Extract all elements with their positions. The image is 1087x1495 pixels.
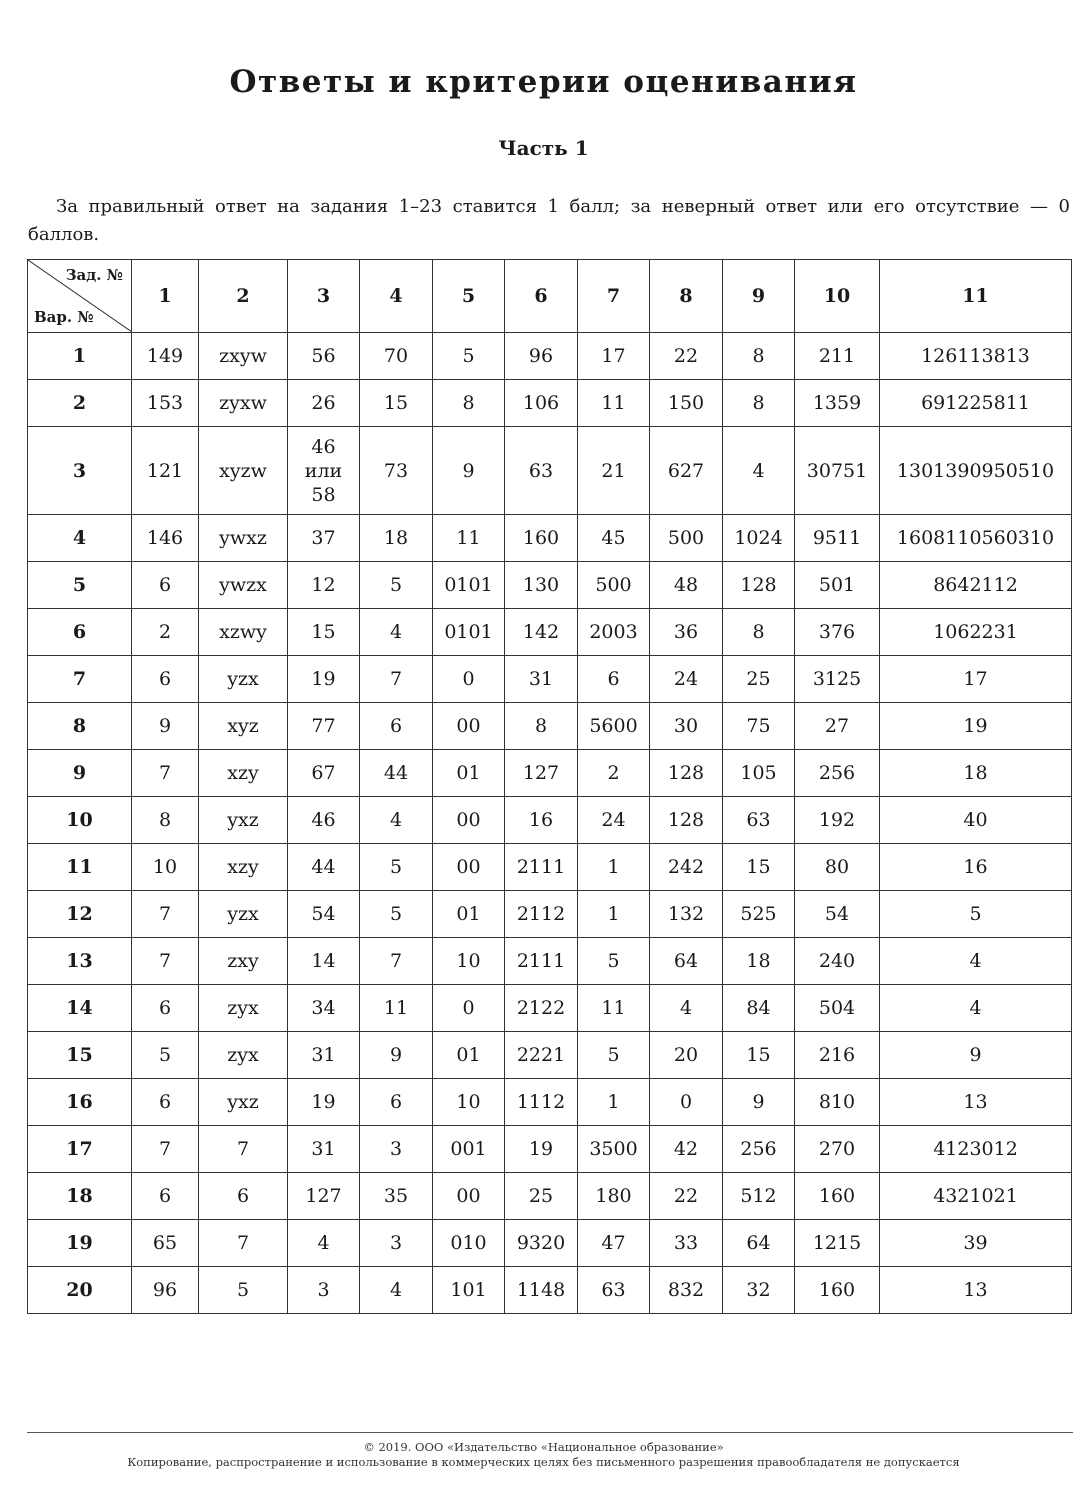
answer-cell: 6 <box>132 985 199 1032</box>
answer-cell: 4 <box>288 1220 360 1267</box>
answer-cell: yzx <box>199 656 288 703</box>
answer-cell: 2111 <box>505 844 578 891</box>
answer-cell: 1215 <box>795 1220 880 1267</box>
answer-cell: 1062231 <box>880 609 1072 656</box>
task-column-header: 9 <box>723 260 795 333</box>
task-column-header: 3 <box>288 260 360 333</box>
answer-cell: 10 <box>132 844 199 891</box>
answer-cell: 63 <box>505 427 578 515</box>
answer-cell: 40 <box>880 797 1072 844</box>
answer-cell: 5 <box>360 562 433 609</box>
answer-cell: 34 <box>288 985 360 1032</box>
answer-cell: 500 <box>650 515 723 562</box>
answer-cell: 0101 <box>433 609 505 656</box>
answer-cell: 6 <box>199 1173 288 1220</box>
answer-cell: 5600 <box>578 703 650 750</box>
answer-cell: 7 <box>132 750 199 797</box>
answer-cell: 24 <box>650 656 723 703</box>
answer-cell: 128 <box>650 797 723 844</box>
answer-cell: 5 <box>578 1032 650 1079</box>
answer-cell: 3500 <box>578 1126 650 1173</box>
answer-cell: 9 <box>880 1032 1072 1079</box>
answer-cell: 132 <box>650 891 723 938</box>
variant-number-cell: 13 <box>28 938 132 985</box>
table-row <box>28 1173 1072 1220</box>
answer-cell: 627 <box>650 427 723 515</box>
table-row <box>28 985 1072 1032</box>
table-row <box>28 797 1072 844</box>
answer-cell: xzy <box>199 844 288 891</box>
task-number-label: Зад. № <box>65 266 123 284</box>
answer-cell: 9 <box>360 1032 433 1079</box>
answer-cell: 121 <box>132 427 199 515</box>
answer-cell: xyz <box>199 703 288 750</box>
answer-cell: 127 <box>505 750 578 797</box>
answer-cell: 153 <box>132 380 199 427</box>
variant-number-cell: 19 <box>28 1220 132 1267</box>
answer-cell: 105 <box>723 750 795 797</box>
answer-cell: zxyw <box>199 333 288 380</box>
answer-cell: 6 <box>578 656 650 703</box>
answer-cell: 18 <box>880 750 1072 797</box>
answer-cell: 10 <box>433 938 505 985</box>
answer-cell: 17 <box>578 333 650 380</box>
answer-cell: 15 <box>288 609 360 656</box>
task-column-header: 10 <box>795 260 880 333</box>
variant-number-label: Вар. № <box>34 308 94 326</box>
answer-cell: 2 <box>578 750 650 797</box>
answer-cell: 63 <box>578 1267 650 1314</box>
answer-cell: 14 <box>288 938 360 985</box>
answer-cell: 01 <box>433 1032 505 1079</box>
variant-number-cell: 18 <box>28 1173 132 1220</box>
answer-cell: 1024 <box>723 515 795 562</box>
answer-cell: xzy <box>199 750 288 797</box>
answer-cell: yxz <box>199 1079 288 1126</box>
answer-cell: 64 <box>650 938 723 985</box>
scoring-instructions: За правильный ответ на задания 1–23 ставится 1 балл; за неверный ответ или его отсутствие — 0 баллов. <box>28 196 1070 245</box>
answer-cell: 46 или 58 <box>288 427 360 515</box>
variant-number-cell: 11 <box>28 844 132 891</box>
answer-cell: 5 <box>578 938 650 985</box>
variant-number-cell: 3 <box>28 427 132 515</box>
answer-cell: yzx <box>199 891 288 938</box>
answer-cell: 149 <box>132 333 199 380</box>
answer-cell: 0101 <box>433 562 505 609</box>
answer-cell: 96 <box>132 1267 199 1314</box>
answer-cell: 27 <box>795 703 880 750</box>
answer-cell: 19 <box>288 1079 360 1126</box>
answer-cell: 2221 <box>505 1032 578 1079</box>
answer-cell: 15 <box>360 380 433 427</box>
variant-number-cell: 6 <box>28 609 132 656</box>
answer-cell: 9 <box>433 427 505 515</box>
answer-cell: 504 <box>795 985 880 1032</box>
variant-number-cell: 16 <box>28 1079 132 1126</box>
answer-cell: 11 <box>578 985 650 1032</box>
answer-cell: 6 <box>360 703 433 750</box>
task-column-header: 4 <box>360 260 433 333</box>
answer-cell: 5 <box>360 844 433 891</box>
answer-cell: 12 <box>288 562 360 609</box>
answer-cell: 21 <box>578 427 650 515</box>
answer-cell: 8 <box>723 333 795 380</box>
answer-cell: 1112 <box>505 1079 578 1126</box>
answer-cell: 6 <box>132 562 199 609</box>
answer-cell: 376 <box>795 609 880 656</box>
task-column-header: 11 <box>880 260 1072 333</box>
answer-cell: 47 <box>578 1220 650 1267</box>
answer-cell: 31 <box>288 1032 360 1079</box>
answer-cell: 4 <box>650 985 723 1032</box>
answer-cell: 37 <box>288 515 360 562</box>
answer-cell: 4 <box>360 1267 433 1314</box>
answer-cell: zyx <box>199 1032 288 1079</box>
variant-number-cell: 12 <box>28 891 132 938</box>
variant-number-cell: 2 <box>28 380 132 427</box>
answer-cell: 126113813 <box>880 333 1072 380</box>
answer-cell: 42 <box>650 1126 723 1173</box>
answer-cell: 160 <box>795 1267 880 1314</box>
answer-cell: 3 <box>288 1267 360 1314</box>
answer-cell: 128 <box>650 750 723 797</box>
answer-cell: 180 <box>578 1173 650 1220</box>
answer-cell: 192 <box>795 797 880 844</box>
answer-cell: 211 <box>795 333 880 380</box>
answer-cell: 18 <box>723 938 795 985</box>
answer-cell: 1 <box>578 1079 650 1126</box>
answer-cell: 7 <box>199 1126 288 1173</box>
answer-cell: 127 <box>288 1173 360 1220</box>
task-column-header: 1 <box>132 260 199 333</box>
answer-cell: 2 <box>132 609 199 656</box>
answer-cell: 3 <box>360 1220 433 1267</box>
answer-cell: 130 <box>505 562 578 609</box>
answer-cell: 3 <box>360 1126 433 1173</box>
answer-cell: 33 <box>650 1220 723 1267</box>
answer-cell: 2112 <box>505 891 578 938</box>
variant-number-cell: 4 <box>28 515 132 562</box>
answer-cell: 11 <box>433 515 505 562</box>
answer-cell: ywxz <box>199 515 288 562</box>
table-row <box>28 1079 1072 1126</box>
answer-cell: 500 <box>578 562 650 609</box>
answer-cell: 160 <box>505 515 578 562</box>
corner-header-cell <box>28 260 132 333</box>
answer-cell: 7 <box>132 891 199 938</box>
answer-cell: 8 <box>723 380 795 427</box>
answer-cell: 0 <box>433 656 505 703</box>
copyright-notice: Копирование, распространение и использование в коммерческих целях без письменного разрешения правообладателя не допускается <box>127 1455 960 1469</box>
answer-cell: 15 <box>723 1032 795 1079</box>
answer-cell: 5 <box>433 333 505 380</box>
task-column-header: 7 <box>578 260 650 333</box>
answer-cell: 30 <box>650 703 723 750</box>
answers-table-body <box>28 333 1072 1314</box>
table-row <box>28 938 1072 985</box>
answer-cell: 270 <box>795 1126 880 1173</box>
answers-table <box>27 259 1072 1314</box>
answer-cell: 15 <box>723 844 795 891</box>
answer-cell: 48 <box>650 562 723 609</box>
answer-cell: zyx <box>199 985 288 1032</box>
answer-cell: 9 <box>132 703 199 750</box>
section-subtitle: Часть 1 <box>498 136 589 160</box>
answer-cell: 54 <box>288 891 360 938</box>
answer-cell: 1 <box>578 891 650 938</box>
answer-cell: 1359 <box>795 380 880 427</box>
answer-cell: 26 <box>288 380 360 427</box>
answer-cell: 3125 <box>795 656 880 703</box>
answer-cell: 11 <box>578 380 650 427</box>
copyright-text: © 2019. ООО «Издательство «Национальное образование» <box>363 1440 724 1454</box>
variant-number-cell: 15 <box>28 1032 132 1079</box>
answer-cell: 1301390950510 <box>880 427 1072 515</box>
answer-cell: 73 <box>360 427 433 515</box>
answer-cell: 80 <box>795 844 880 891</box>
variant-number-cell: 14 <box>28 985 132 1032</box>
answer-cell: 6 <box>132 1079 199 1126</box>
answer-cell: 1 <box>578 844 650 891</box>
answer-cell: 77 <box>288 703 360 750</box>
table-row <box>28 1126 1072 1173</box>
table-row <box>28 656 1072 703</box>
answer-cell: 44 <box>288 844 360 891</box>
answer-cell: 4 <box>880 985 1072 1032</box>
answer-cell: 9320 <box>505 1220 578 1267</box>
answer-cell: 56 <box>288 333 360 380</box>
answer-cell: 4 <box>880 938 1072 985</box>
table-row <box>28 1032 1072 1079</box>
answer-cell: 7 <box>199 1220 288 1267</box>
answer-cell: 160 <box>795 1173 880 1220</box>
answer-cell: 6 <box>360 1079 433 1126</box>
answer-cell: 146 <box>132 515 199 562</box>
answer-cell: 5 <box>360 891 433 938</box>
answer-cell: 19 <box>505 1126 578 1173</box>
answer-cell: 0 <box>650 1079 723 1126</box>
table-row <box>28 1267 1072 1314</box>
answer-cell: 70 <box>360 333 433 380</box>
answer-cell: 54 <box>795 891 880 938</box>
answer-cell: 75 <box>723 703 795 750</box>
footer-divider <box>27 1432 1073 1433</box>
answer-cell: 7 <box>132 938 199 985</box>
answer-cell: 13 <box>880 1267 1072 1314</box>
answer-cell: 45 <box>578 515 650 562</box>
answer-cell: 142 <box>505 609 578 656</box>
table-row <box>28 703 1072 750</box>
answer-cell: 832 <box>650 1267 723 1314</box>
answer-cell: 256 <box>795 750 880 797</box>
answer-cell: 7 <box>360 656 433 703</box>
table-row <box>28 891 1072 938</box>
answer-cell: 810 <box>795 1079 880 1126</box>
answer-cell: 106 <box>505 380 578 427</box>
answer-cell: 00 <box>433 1173 505 1220</box>
answer-cell: 4 <box>723 427 795 515</box>
answer-cell: 32 <box>723 1267 795 1314</box>
answer-cell: xyzw <box>199 427 288 515</box>
answer-cell: 63 <box>723 797 795 844</box>
task-column-header: 6 <box>505 260 578 333</box>
page-title: Ответы и критерии оценивания <box>229 64 858 100</box>
answer-cell: 35 <box>360 1173 433 1220</box>
table-row <box>28 609 1072 656</box>
variant-number-cell: 9 <box>28 750 132 797</box>
answer-cell: 24 <box>578 797 650 844</box>
answer-cell: 96 <box>505 333 578 380</box>
answer-cell: 84 <box>723 985 795 1032</box>
answer-cell: 256 <box>723 1126 795 1173</box>
table-row <box>28 333 1072 380</box>
answer-cell: yxz <box>199 797 288 844</box>
answer-cell: 9511 <box>795 515 880 562</box>
answer-cell: 501 <box>795 562 880 609</box>
answer-cell: 22 <box>650 333 723 380</box>
answer-cell: 64 <box>723 1220 795 1267</box>
answer-cell: 2003 <box>578 609 650 656</box>
answer-cell: 9 <box>723 1079 795 1126</box>
answer-cell: 22 <box>650 1173 723 1220</box>
variant-number-cell: 8 <box>28 703 132 750</box>
answer-cell: 5 <box>199 1267 288 1314</box>
answer-cell: 31 <box>288 1126 360 1173</box>
answer-cell: 242 <box>650 844 723 891</box>
table-row <box>28 844 1072 891</box>
answer-cell: 46 <box>288 797 360 844</box>
answer-cell: 001 <box>433 1126 505 1173</box>
answer-cell: 5 <box>880 891 1072 938</box>
answer-cell: 512 <box>723 1173 795 1220</box>
variant-number-cell: 20 <box>28 1267 132 1314</box>
answer-cell: 101 <box>433 1267 505 1314</box>
answer-cell: 17 <box>880 656 1072 703</box>
answer-cell: 5 <box>132 1032 199 1079</box>
task-column-header: 8 <box>650 260 723 333</box>
answer-cell: 01 <box>433 891 505 938</box>
table-row <box>28 1220 1072 1267</box>
answer-cell: ywzx <box>199 562 288 609</box>
answer-cell: 67 <box>288 750 360 797</box>
variant-number-cell: 1 <box>28 333 132 380</box>
answer-cell: 8 <box>433 380 505 427</box>
answer-cell: 4 <box>360 797 433 844</box>
answer-cell: 19 <box>880 703 1072 750</box>
answer-cell: 20 <box>650 1032 723 1079</box>
answer-cell: 0 <box>433 985 505 1032</box>
answer-cell: 150 <box>650 380 723 427</box>
answer-cell: 8 <box>723 609 795 656</box>
answer-cell: 7 <box>360 938 433 985</box>
answer-cell: 2122 <box>505 985 578 1032</box>
answer-cell: 525 <box>723 891 795 938</box>
answer-cell: 691225811 <box>880 380 1072 427</box>
table-row <box>28 380 1072 427</box>
answer-cell: 4 <box>360 609 433 656</box>
table-row <box>28 427 1072 515</box>
table-row <box>28 515 1072 562</box>
variant-number-cell: 10 <box>28 797 132 844</box>
answer-cell: zyxw <box>199 380 288 427</box>
answer-cell: 65 <box>132 1220 199 1267</box>
answer-cell: 13 <box>880 1079 1072 1126</box>
answer-cell: 6 <box>132 1173 199 1220</box>
table-row <box>28 750 1072 797</box>
answer-cell: 18 <box>360 515 433 562</box>
answer-cell: 010 <box>433 1220 505 1267</box>
answer-cell: 01 <box>433 750 505 797</box>
answer-cell: 25 <box>723 656 795 703</box>
header-row <box>28 260 1072 333</box>
answer-cell: 8 <box>132 797 199 844</box>
answer-cell: 00 <box>433 844 505 891</box>
answer-cell: 4321021 <box>880 1173 1072 1220</box>
answer-cell: 1148 <box>505 1267 578 1314</box>
answer-cell: 240 <box>795 938 880 985</box>
answer-cell: 7 <box>132 1126 199 1173</box>
answer-cell: 00 <box>433 703 505 750</box>
answer-cell: 16 <box>880 844 1072 891</box>
task-column-header: 5 <box>433 260 505 333</box>
answer-cell: 10 <box>433 1079 505 1126</box>
answer-cell: 8642112 <box>880 562 1072 609</box>
answer-cell: xzwy <box>199 609 288 656</box>
answer-cell: 36 <box>650 609 723 656</box>
answer-cell: 2111 <box>505 938 578 985</box>
variant-number-cell: 5 <box>28 562 132 609</box>
answer-cell: zxy <box>199 938 288 985</box>
variant-number-cell: 7 <box>28 656 132 703</box>
answer-cell: 31 <box>505 656 578 703</box>
answer-cell: 128 <box>723 562 795 609</box>
answer-cell: 39 <box>880 1220 1072 1267</box>
answer-cell: 216 <box>795 1032 880 1079</box>
task-column-header: 2 <box>199 260 288 333</box>
answer-cell: 00 <box>433 797 505 844</box>
table-row <box>28 562 1072 609</box>
answer-cell: 16 <box>505 797 578 844</box>
answer-cell: 19 <box>288 656 360 703</box>
answer-cell: 25 <box>505 1173 578 1220</box>
answer-cell: 44 <box>360 750 433 797</box>
answer-cell: 8 <box>505 703 578 750</box>
answer-cell: 6 <box>132 656 199 703</box>
answer-cell: 30751 <box>795 427 880 515</box>
answer-cell: 11 <box>360 985 433 1032</box>
variant-number-cell: 17 <box>28 1126 132 1173</box>
answer-cell: 4123012 <box>880 1126 1072 1173</box>
answer-cell: 1608110560310 <box>880 515 1072 562</box>
